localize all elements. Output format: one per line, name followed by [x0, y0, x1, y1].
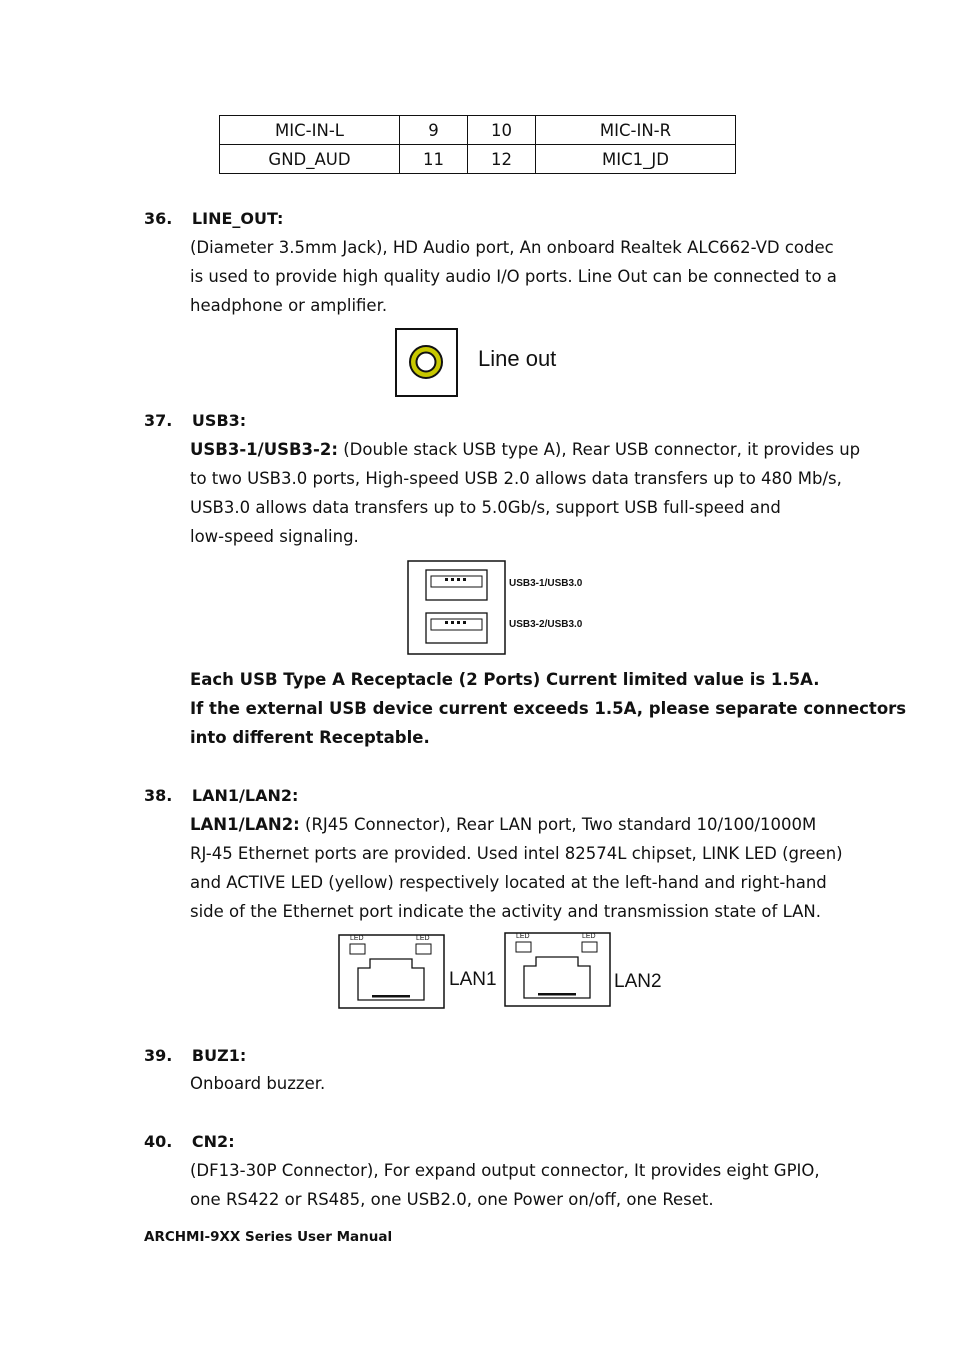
section-37-heading — [144, 410, 246, 432]
usb-current-note — [190, 665, 906, 752]
lead-bold: USB3-1/USB3-2: — [190, 440, 338, 459]
table-cell: MIC-IN-L — [220, 116, 400, 145]
lan2-connector-icon — [504, 932, 612, 1008]
body-line: (DF13-30P Connector), For expand output connector, It provides eight GPIO, — [190, 1161, 820, 1180]
section-number: 37. — [144, 411, 173, 430]
body-line: to two USB3.0 ports, High-speed USB 2.0 allows data transfers up to 480 Mb/s, — [190, 469, 842, 488]
usb3-1-label: USB3-1/USB3.0 — [509, 578, 583, 589]
lan2-led-left-label: LED — [516, 933, 530, 940]
body-line: (Diameter 3.5mm Jack), HD Audio port, An onboard Realtek ALC662-VD codec — [190, 238, 834, 257]
pin-table — [219, 115, 736, 174]
body-line — [190, 810, 843, 839]
table-cell: MIC1_JD — [536, 145, 736, 174]
body-line: USB3.0 allows data transfers up to 5.0Gb/s, support USB full-speed and — [190, 498, 781, 517]
table-row — [220, 145, 736, 174]
body-line: Onboard buzzer. — [190, 1074, 326, 1093]
section-39-heading — [144, 1045, 246, 1067]
body-line: side of the Ethernet port indicate the activity and transmission state of LAN. — [190, 902, 822, 921]
table-cell: 12 — [468, 145, 536, 174]
section-40-heading — [144, 1131, 235, 1153]
lead-rest: (Double stack USB type A), Rear USB connector, it provides up — [337, 440, 861, 459]
section-title: LAN1/LAN2: — [191, 786, 299, 805]
note-line: into different Receptable. — [190, 728, 430, 747]
section-36-body — [190, 233, 837, 320]
section-37-body — [190, 435, 860, 551]
section-39-body — [190, 1069, 325, 1098]
section-title: CN2: — [191, 1132, 235, 1151]
section-title: LINE_OUT: — [191, 209, 284, 228]
section-38-body — [190, 810, 843, 926]
table-cell: 9 — [400, 116, 468, 145]
section-number: 38. — [144, 786, 173, 805]
body-line: RJ-45 Ethernet ports are provided. Used intel 82574L chipset, LINK LED (green) — [190, 844, 843, 863]
lead-bold: LAN1/LAN2: — [190, 815, 300, 834]
table-cell: 10 — [468, 116, 536, 145]
body-line: one RS422 or RS485, one USB2.0, one Power on/off, one Reset. — [190, 1190, 714, 1209]
body-line: and ACTIVE LED (yellow) respectively located at the left-hand and right-hand — [190, 873, 827, 892]
table-cell: GND_AUD — [220, 145, 400, 174]
line-out-label: Line out — [478, 346, 557, 371]
body-line: low-speed signaling. — [190, 527, 359, 546]
note-line: Each USB Type A Receptacle (2 Ports) Current limited value is 1.5A. — [190, 670, 820, 689]
usb3-2-label: USB3-2/USB3.0 — [509, 619, 583, 630]
note-line: If the external USB device current exceeds 1.5A, please separate connectors — [190, 699, 907, 718]
table-cell: MIC-IN-R — [536, 116, 736, 145]
line-out-jack-icon — [395, 328, 459, 398]
lan1-led-left-label: LED — [350, 935, 364, 942]
section-title: USB3: — [191, 411, 247, 430]
section-38-heading — [144, 785, 298, 807]
section-title: BUZ1: — [191, 1046, 247, 1065]
lan2-label: LAN2 — [614, 971, 662, 992]
lan1-connector-icon — [338, 934, 446, 1010]
section-number: 39. — [144, 1046, 173, 1065]
lan1-led-right-label: LED — [416, 935, 430, 942]
usb-connector-icon — [407, 560, 507, 656]
section-40-body — [190, 1156, 820, 1214]
table-row — [220, 116, 736, 145]
body-line: is used to provide high quality audio I/O ports. Line Out can be connected to a — [190, 267, 837, 286]
page-footer: ARCHMI-9XX Series User Manual — [144, 1229, 393, 1245]
body-line — [190, 435, 860, 464]
section-number: 40. — [144, 1132, 173, 1151]
section-36-heading — [144, 208, 283, 230]
section-number: 36. — [144, 209, 173, 228]
lan2-led-right-label: LED — [582, 933, 596, 940]
lead-rest: (RJ45 Connector), Rear LAN port, Two standard 10/100/1000M — [299, 815, 817, 834]
body-line: headphone or amplifier. — [190, 296, 388, 315]
table-cell: 11 — [400, 145, 468, 174]
lan1-label: LAN1 — [449, 969, 497, 990]
